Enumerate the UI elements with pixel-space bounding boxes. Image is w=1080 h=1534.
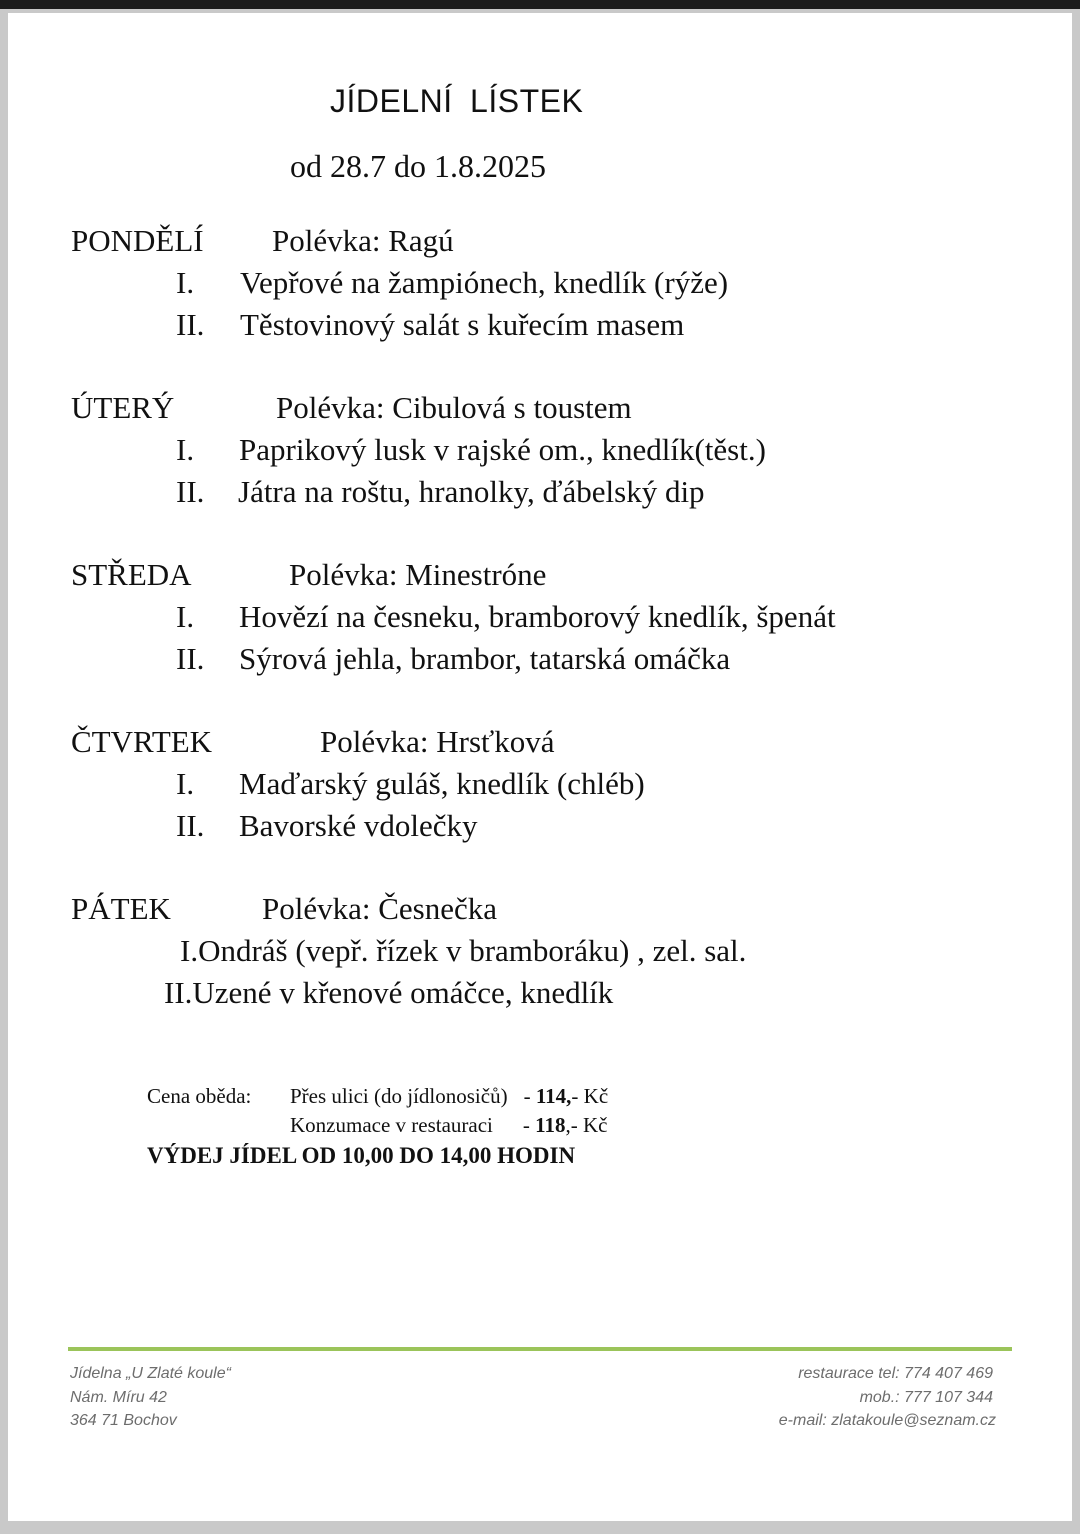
footer-restaurant-name: Jídelna „U Zlaté koule“ (70, 1365, 231, 1382)
price-takeaway-text: Přes ulici (do jídlonosičů) (290, 1084, 508, 1108)
price-dine-in-dash: - (522, 1113, 530, 1137)
footer-divider (68, 1347, 1012, 1351)
dish-row (180, 933, 746, 969)
window-top-bar (0, 0, 1080, 9)
footer-mobile: mob.: 777 107 344 (859, 1389, 993, 1406)
soup-friday: Polévka: Česnečka (262, 891, 498, 926)
day-name-wednesday: STŘEDA (71, 557, 192, 592)
dish-numeral: I. (176, 599, 195, 634)
dish-text: Sýrová jehla, brambor, tatarská omáčka (239, 641, 731, 676)
dish-text: Ondráš (vepř. řízek v bramboráku) , zel. sal. (198, 933, 747, 968)
dish-text: Bavorské vdolečky (239, 808, 478, 843)
footer-city: 364 71 Bochov (70, 1412, 177, 1429)
date-range: od 28.7 do 1.8.2025 (290, 148, 546, 184)
footer-phone: restaurace tel: 774 407 469 (798, 1365, 993, 1382)
soup-wednesday: Polévka: Minestróne (289, 557, 547, 592)
soup-thursday: Polévka: Hrsťková (320, 724, 555, 759)
price-takeaway-dash: - (523, 1084, 531, 1108)
price-takeaway-amount: 114, (535, 1084, 572, 1108)
dish-numeral: II. (176, 641, 205, 676)
dish-numeral: II. (176, 808, 205, 843)
day-name-monday: PONDĚLÍ (71, 223, 204, 258)
dish-row (164, 975, 613, 1011)
price-label: Cena oběda: (147, 1084, 252, 1108)
price-dine-in-suffix: ,- Kč (565, 1113, 608, 1137)
dish-text: Paprikový lusk v rajské om., knedlík(těst.) (239, 432, 766, 467)
footer-email: e-mail: zlatakoule@seznam.cz (778, 1412, 996, 1429)
menu-page (8, 13, 1072, 1521)
dish-text: Vepřové na žampiónech, knedlík (rýže) (240, 265, 729, 300)
price-dine-in-text: Konzumace v restauraci (290, 1113, 493, 1137)
dish-numeral: I. (176, 265, 195, 300)
footer-street: Nám. Míru 42 (70, 1389, 167, 1406)
price-dine-in-amount: 118 (535, 1113, 566, 1137)
serving-hours: VÝDEJ JÍDEL OD 10,00 DO 14,00 HODIN (147, 1143, 576, 1168)
dish-numeral: I. (180, 933, 199, 968)
page-title: JÍDELNÍ LÍSTEK (330, 83, 584, 119)
day-name-tuesday: ÚTERÝ (71, 390, 175, 425)
price-dine-in (290, 1113, 607, 1138)
dish-numeral: I. (176, 432, 195, 467)
day-name-thursday: ČTVRTEK (71, 724, 213, 759)
dish-numeral: II. (176, 474, 205, 509)
soup-tuesday: Polévka: Cibulová s toustem (276, 390, 632, 425)
dish-text: Játra na roštu, hranolky, ďábelský dip (238, 474, 705, 509)
dish-text: Těstovinový salát s kuřecím masem (240, 307, 685, 342)
dish-numeral: II. (164, 975, 193, 1010)
dish-text: Uzené v křenové omáčce, knedlík (192, 975, 614, 1010)
dish-text: Maďarský guláš, knedlík (chléb) (239, 766, 645, 801)
price-takeaway (290, 1084, 608, 1109)
soup-monday: Polévka: Ragú (272, 223, 454, 258)
day-name-friday: PÁTEK (71, 891, 171, 926)
dish-numeral: II. (176, 307, 205, 342)
dish-text: Hovězí na česneku, bramborový knedlík, špenát (239, 599, 836, 634)
dish-numeral: I. (176, 766, 195, 801)
price-takeaway-suffix: - Kč (571, 1084, 609, 1108)
